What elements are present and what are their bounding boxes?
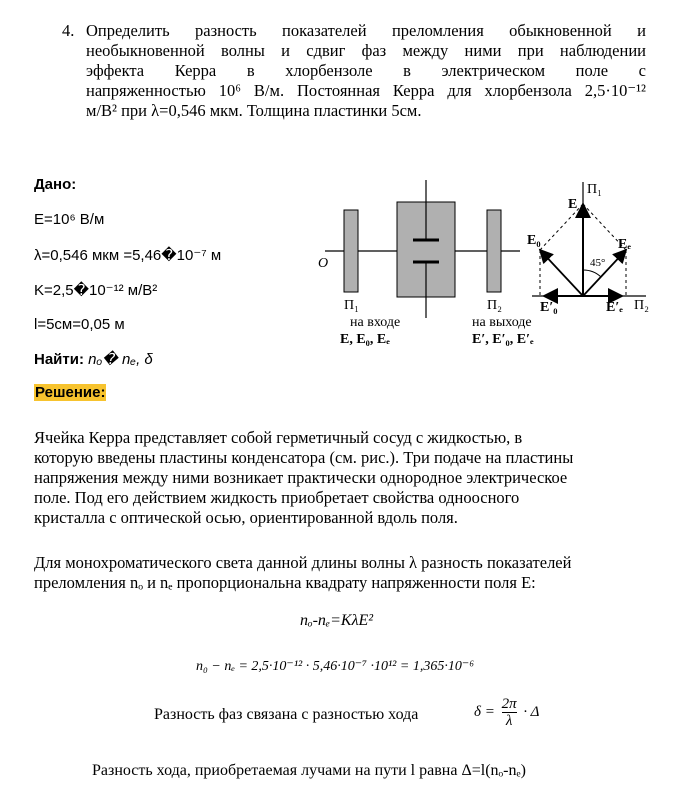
phase-formula [474, 696, 539, 729]
problem-line-2: необыкновенной волны и сдвиг фаз между ними при наблюдении [86, 41, 646, 60]
given-wavelength: λ=0,546 мкм =5,46�10⁻⁷ м [34, 247, 222, 264]
paragraph-kerr-cell [34, 428, 644, 528]
para2-line-2: преломления nₒ и nₑ пропорциональна квадрату напряженности поля E: [34, 573, 536, 592]
label-p2-right: П₂ [634, 298, 649, 313]
find-value: nₒ� nₑ, δ [88, 351, 153, 368]
para1-line-1: Ячейка Керра представляет собой герметичный сосуд с жидкостью, в [34, 428, 523, 447]
label-E0: E₀ [527, 233, 541, 248]
given-kerr-constant: K=2,5�10⁻¹² м/В² [34, 282, 158, 299]
para1-line-5: кристалла с оптической осью, ориентированной вдоль поля. [34, 508, 458, 527]
label-E0-prime: E′₀ [540, 300, 558, 315]
problem-text [86, 21, 646, 121]
phase-text: Разность фаз связана с разностью хода [154, 706, 419, 723]
para2-line-1: Для монохроматического света данной длины волны λ разность показателей [34, 553, 572, 572]
given-thickness: l=5см=0,05 м [34, 316, 125, 333]
formula-kerr-law: nₒ-nₑ=KλE² [300, 612, 374, 629]
problem-line-1: Определить разность показателей преломления обыкновенной и [86, 21, 646, 40]
phase-fraction [502, 696, 517, 729]
formula-calculation: n₀ − nₑ = 2,5·10⁻¹² · 5,46·10⁻⁷ ·10¹² = 1,365·10⁻⁶ [196, 659, 475, 674]
para1-line-4: поле. Под его действием жидкость приобретает свойства одноосного [34, 488, 520, 507]
vector-E0 [540, 250, 583, 296]
find-line [34, 350, 153, 368]
label-p1-left: П₁ [344, 298, 359, 313]
polarizer-1 [344, 210, 358, 292]
problem-statement [62, 21, 646, 121]
given-title: Дано: [34, 176, 77, 193]
label-Ee-prime: E′ₑ [606, 300, 623, 315]
solution-title-text: Решение [35, 384, 101, 401]
caption-input: на входе [350, 315, 401, 330]
kerr-cell-diagram [300, 178, 670, 353]
caption-output-vectors: E′, E′₀, E′ₑ [472, 332, 534, 347]
problem-line-4: напряженностью 10⁶ В/м. Постоянная Керра для хлорбензола 2,5·10⁻¹² [86, 81, 646, 100]
label-Ee: Eₑ [618, 237, 631, 252]
label-O: O [318, 256, 329, 271]
path-difference-text: Разность хода, приобретаемая лучами на пути l равна Δ=l(nₒ-nₑ) [92, 762, 526, 779]
label-E: E [568, 197, 578, 212]
problem-number: 4. [62, 21, 75, 40]
problem-line-5: м/В² при λ=0,546 мкм. Толщина пластинки 5см. [86, 101, 422, 120]
angle-arc [583, 270, 601, 277]
solution-title-colon: : [100, 384, 106, 401]
label-p2-mid: П₂ [487, 298, 502, 313]
given-field-strength: E=10⁶ В/м [34, 211, 105, 228]
caption-output: на выходе [472, 315, 532, 330]
solution-title [34, 384, 106, 401]
para1-line-2: которую введены пластины конденсатора (см. рис.). Три подаче на пластины [34, 448, 574, 467]
find-label: Найти: [34, 351, 84, 368]
phase-numerator: 2π [501, 696, 517, 712]
label-p1-top: П₁ [587, 182, 602, 197]
phase-rhs: · Δ [523, 703, 540, 720]
paragraph-monochromatic [34, 553, 644, 593]
caption-input-vectors: E, E₀, Eₑ [340, 332, 390, 347]
para1-line-3: напряжения между ними возникает практически однородное электрическое [34, 468, 568, 487]
label-angle: 45° [590, 257, 606, 269]
problem-line-3: эффекта Керра в хлорбензоле в электрическом поле с [86, 61, 646, 80]
phase-denominator: λ [502, 712, 517, 729]
polarizer-2 [487, 210, 501, 292]
phase-lhs: δ = [474, 703, 495, 720]
